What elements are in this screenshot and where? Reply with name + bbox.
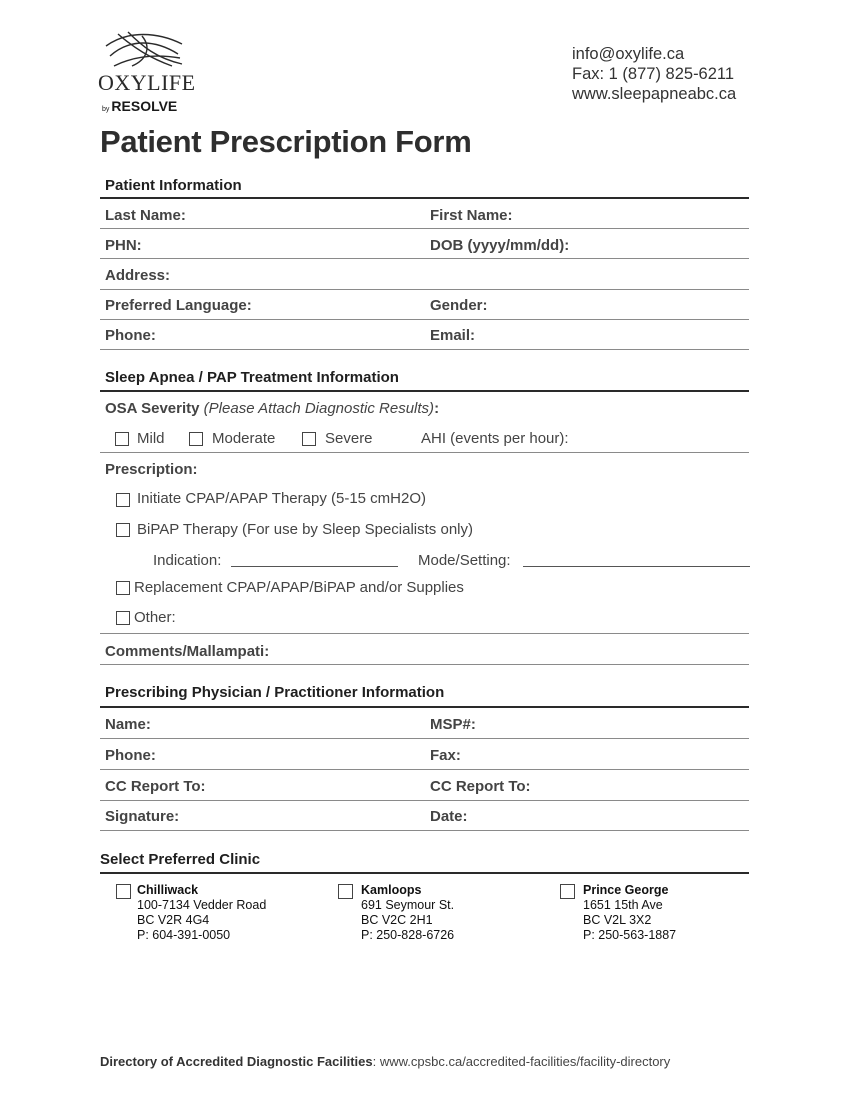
clinic-prince-george: Prince George 1651 15th Ave BC V2L 3X2 P: 250-563-1887 bbox=[583, 883, 677, 942]
replacement-label: Replacement CPAP/APAP/BiPAP and/or Supplies bbox=[134, 579, 464, 596]
mild-label: Mild bbox=[137, 430, 165, 447]
clinic-chilliwack: Chilliwack 100-7134 Vedder Road BC V2R 4G4 P: 604-391-0050 bbox=[137, 883, 267, 942]
msp-field[interactable]: MSP#: bbox=[430, 716, 476, 733]
severe-checkbox[interactable] bbox=[302, 432, 316, 446]
patient-phone-field[interactable]: Phone: bbox=[105, 327, 156, 344]
row-divider bbox=[100, 738, 749, 739]
contact-email[interactable]: info@oxylife.ca bbox=[572, 45, 685, 63]
indication-label: Indication: bbox=[153, 552, 222, 569]
page-title: Patient Prescription Form bbox=[100, 124, 472, 159]
contact-block bbox=[572, 44, 736, 104]
physician-section-heading: Prescribing Physician / Practitioner Information bbox=[105, 684, 445, 701]
logo-wordmark: OXYLIFE bbox=[98, 70, 196, 95]
section-divider bbox=[100, 706, 749, 708]
phn-field[interactable]: PHN: bbox=[105, 237, 142, 254]
clinic-kamloops: Kamloops 691 Seymour St. BC V2C 2H1 P: 250-828-6726 bbox=[361, 883, 455, 942]
ahi-field[interactable]: AHI (events per hour): bbox=[421, 430, 569, 447]
mode-setting-input[interactable] bbox=[523, 566, 750, 567]
comments-field[interactable]: Comments/Mallampati: bbox=[105, 643, 270, 660]
logo-byline: by RESOLVE bbox=[102, 98, 178, 114]
osa-severity-label: OSA Severity (Please Attach Diagnostic Results): bbox=[105, 400, 440, 417]
moderate-checkbox[interactable] bbox=[189, 432, 203, 446]
clinic-prince-george-checkbox[interactable] bbox=[560, 884, 575, 899]
row-divider bbox=[100, 349, 749, 350]
row-divider bbox=[100, 289, 749, 290]
prescription-label: Prescription: bbox=[105, 461, 198, 478]
row-divider bbox=[100, 319, 749, 320]
mode-setting-label: Mode/Setting: bbox=[418, 552, 511, 569]
clinic-chilliwack-checkbox[interactable] bbox=[116, 884, 131, 899]
signature-field[interactable]: Signature: bbox=[105, 808, 180, 825]
gender-field[interactable]: Gender: bbox=[430, 297, 488, 314]
directory-link[interactable]: www.cpsbc.ca/accredited-facilities/facility-directory bbox=[379, 1054, 671, 1069]
row-divider bbox=[100, 228, 749, 229]
initiate-cpap-label: Initiate CPAP/APAP Therapy (5-15 cmH2O) bbox=[137, 490, 427, 507]
row-divider bbox=[100, 452, 749, 453]
address-field[interactable]: Address: bbox=[105, 267, 171, 284]
physician-phone-field[interactable]: Phone: bbox=[105, 747, 156, 764]
clinic-kamloops-checkbox[interactable] bbox=[338, 884, 353, 899]
last-name-field[interactable]: Last Name: bbox=[105, 207, 186, 224]
row-divider bbox=[100, 769, 749, 770]
section-divider bbox=[100, 872, 749, 874]
indication-input[interactable] bbox=[231, 566, 398, 567]
footer-directory: Directory of Accredited Diagnostic Facilities: www.cpsbc.ca/accredited-facilities/facility-directory bbox=[100, 1054, 671, 1069]
bipap-label: BiPAP Therapy (For use by Sleep Specialists only) bbox=[137, 521, 473, 538]
row-divider bbox=[100, 830, 749, 831]
patient-section-heading: Patient Information bbox=[105, 177, 242, 194]
initiate-cpap-checkbox[interactable] bbox=[116, 493, 130, 507]
contact-fax: Fax: 1 (877) 825-6211 bbox=[572, 65, 735, 83]
section-divider bbox=[100, 390, 749, 392]
preferred-language-field[interactable]: Preferred Language: bbox=[105, 297, 252, 314]
section-divider bbox=[100, 197, 749, 199]
cc-report-right-field[interactable]: CC Report To: bbox=[430, 778, 531, 795]
contact-website[interactable]: www.sleepapneabc.ca bbox=[572, 85, 737, 103]
cc-report-left-field[interactable]: CC Report To: bbox=[105, 778, 206, 795]
moderate-label: Moderate bbox=[212, 430, 276, 447]
severe-label: Severe bbox=[325, 430, 373, 447]
patient-email-field[interactable]: Email: bbox=[430, 327, 476, 344]
row-divider bbox=[100, 258, 749, 259]
physician-name-field[interactable]: Name: bbox=[105, 716, 151, 733]
row-divider bbox=[100, 664, 749, 665]
replacement-checkbox[interactable] bbox=[116, 581, 130, 595]
other-checkbox[interactable] bbox=[116, 611, 130, 625]
clinic-section-heading: Select Preferred Clinic bbox=[100, 851, 261, 868]
mild-checkbox[interactable] bbox=[115, 432, 129, 446]
other-field[interactable]: Other: bbox=[134, 609, 176, 626]
first-name-field[interactable]: First Name: bbox=[430, 207, 513, 224]
row-divider bbox=[100, 633, 749, 634]
row-divider bbox=[100, 800, 749, 801]
dob-field[interactable]: DOB (yyyy/mm/dd): bbox=[430, 237, 570, 254]
sleep-section-heading: Sleep Apnea / PAP Treatment Information bbox=[105, 369, 399, 386]
date-field[interactable]: Date: bbox=[430, 808, 468, 825]
physician-fax-field[interactable]: Fax: bbox=[430, 747, 461, 764]
bipap-checkbox[interactable] bbox=[116, 523, 130, 537]
